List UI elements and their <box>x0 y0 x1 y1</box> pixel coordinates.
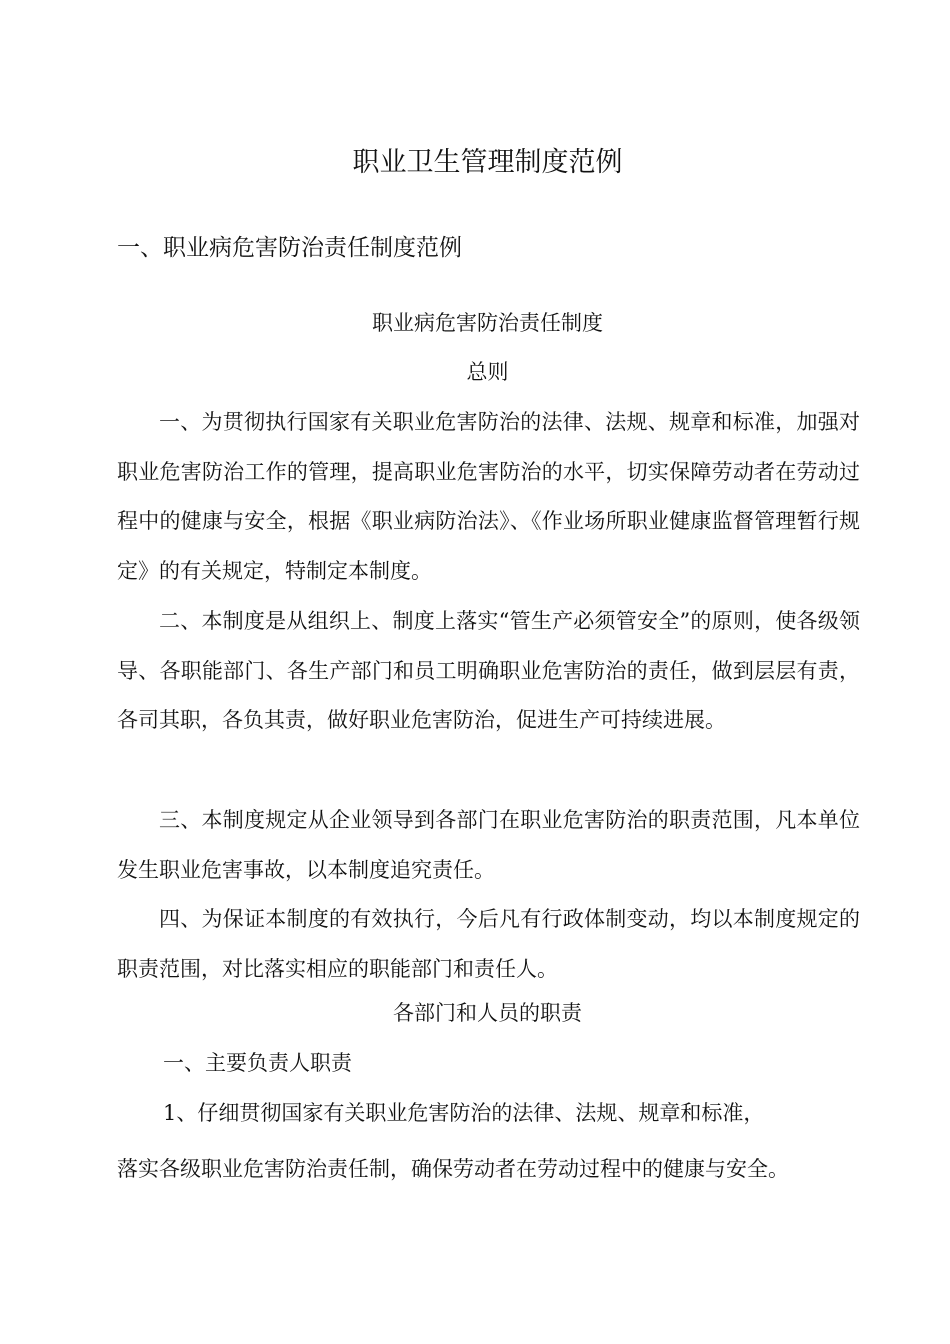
regulation-title: 职业病危害防治责任制度 <box>372 311 603 335</box>
item-1-line-1: 1、仔细贯彻国家有关职业危害防治的法律、法规、规章和标准， <box>163 1101 765 1125</box>
paragraph-2: 二、本制度是从组织上、制度上落实“管生产必须管安全”的原则，使各级领导、各职能部门、各生产部门和员工明确职业危害防治的责任，做到层层有责，各司其职，各负其责，做好职业危害防治，促进生产可持续进展。 <box>117 609 860 732</box>
item-1-line-2: 落实各级职业危害防治责任制，确保劳动者在劳动过程中的健康与安全。 <box>117 1157 789 1181</box>
paragraph-1: 一、为贯彻执行国家有关职业危害防治的法律、法规、规章和标准，加强对职业危害防治工作的管理，提高职业危害防治的水平，切实保障劳动者在劳动过程中的健康与安全，根据《职业病防治法》、《作业场所职业健康监督管理暂行规定》的有关规定，特制定本制度。 <box>117 410 860 583</box>
paragraph-3: 三、本制度规定从企业领导到各部门在职业危害防治的职责范围，凡本单位发生职业危害事故，以本制度追究责任。 <box>117 808 860 882</box>
document-title: 职业卫生管理制度范例 <box>352 147 623 178</box>
duties-heading: 各部门和人员的职责 <box>393 1001 582 1025</box>
section-heading: 一、职业病危害防治责任制度范例 <box>117 235 462 261</box>
paragraph-4: 四、为保证本制度的有效执行，今后凡有行政体制变动，均以本制度规定的职责范围，对比落实相应的职能部门和责任人。 <box>117 907 860 981</box>
item-heading: 一、主要负责人职责 <box>163 1051 352 1075</box>
general-provisions-heading: 总则 <box>466 360 509 384</box>
